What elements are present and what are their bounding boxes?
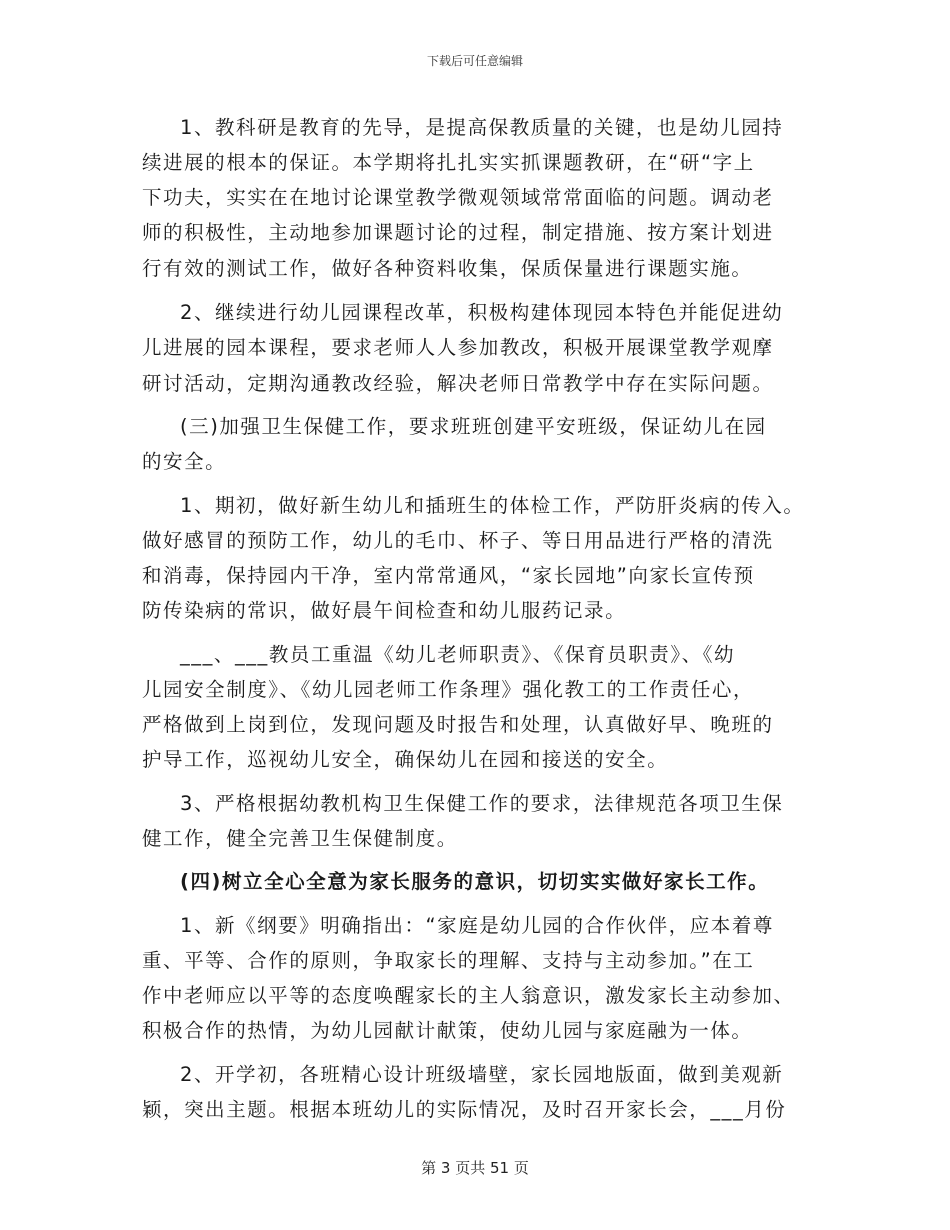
text-line: 下功夫，实实在在地讨论课堂教学微观领域常常面临的问题。调动老	[142, 186, 774, 209]
text-line: 1、期初，做好新生幼儿和插班生的体检工作，严防肝炎病的传入。	[180, 494, 805, 517]
text-line: 儿园安全制度》、《幼儿园老师工作条理》强化教工的工作责任心，	[142, 678, 755, 701]
text-line: 颖，突出主题。根据本班幼儿的实际情况，及时召开家长会，___月份	[142, 1098, 787, 1121]
text-line: 儿进展的园本课程，要求老师人人参加教改，积极开展课堂教学观摩	[142, 336, 774, 359]
text-line: 续进展的根本的保证。本学期将扎扎实实抓课题教研，在“研“字上	[142, 151, 755, 174]
text-line: 作中老师应以平等的态度唤醒家长的主人翁意识，激发家长主动参加、	[142, 984, 795, 1007]
text-line: 护导工作，巡视幼儿安全，确保幼儿在园和接送的安全。	[142, 748, 669, 771]
text-line: 1、新《纲要》明确指出：“家庭是幼儿园的合作伙伴，应本着尊	[180, 914, 774, 937]
text-line: ___、___教员工重温《幼儿老师职责》、《保育员职责》、《幼	[180, 643, 736, 666]
text-line: 3、严格根据幼教机构卫生保健工作的要求，法律规范各项卫生保	[180, 792, 784, 815]
text-line: 重、平等、合作的原则，争取家长的理解、支持与主动参加。”在工	[142, 949, 755, 972]
section-heading: (四)树立全心全意为家长服务的意识，切切实实做好家长工作。	[180, 870, 770, 893]
text-line: 健工作，健全完善卫生保健制度。	[142, 827, 458, 850]
text-line: (三)加强卫生保健工作，要求班班创建平安班级，保证幼儿在园	[180, 415, 767, 438]
page-header: 下载后可任意编辑	[426, 54, 523, 68]
text-line: 做好感冒的预防工作，幼儿的毛巾、杯子、等日用品进行严格的清洗	[142, 529, 774, 552]
text-line: 师的积极性，主动地参加课题讨论的过程，制定措施、按方案计划进	[142, 221, 774, 244]
text-line: 研讨活动，定期沟通教改经验，解决老师日常教学中存在实际问题。	[142, 372, 774, 395]
text-line: 的安全。	[142, 450, 227, 473]
text-line: 行有效的测试工作，做好各种资料收集，保质保量进行课题实施。	[142, 257, 753, 280]
text-line: 防传染病的常识，做好晨午间检查和幼儿服药记录。	[142, 599, 627, 622]
text-line: 和消毒，保持园内干净，室内常常通风，“家长园地”向家长宣传预	[142, 564, 755, 587]
text-line: 2、继续进行幼儿园课程改革，积极构建体现园本特色并能促进幼	[180, 301, 784, 324]
text-line: 1、教科研是教育的先导，是提高保教质量的关键，也是幼儿园持	[180, 116, 784, 139]
text-line: 积极合作的热情，为幼儿园献计献策，使幼儿园与家庭融为一体。	[142, 1019, 753, 1042]
page-footer: 第 3 页共 51 页	[421, 1159, 529, 1177]
text-line: 2、开学初，各班精心设计班级墙壁，家长园地版面，做到美观新	[180, 1063, 784, 1086]
text-line: 严格做到上岗到位，发现问题及时报告和处理，认真做好早、晚班的	[142, 713, 774, 736]
